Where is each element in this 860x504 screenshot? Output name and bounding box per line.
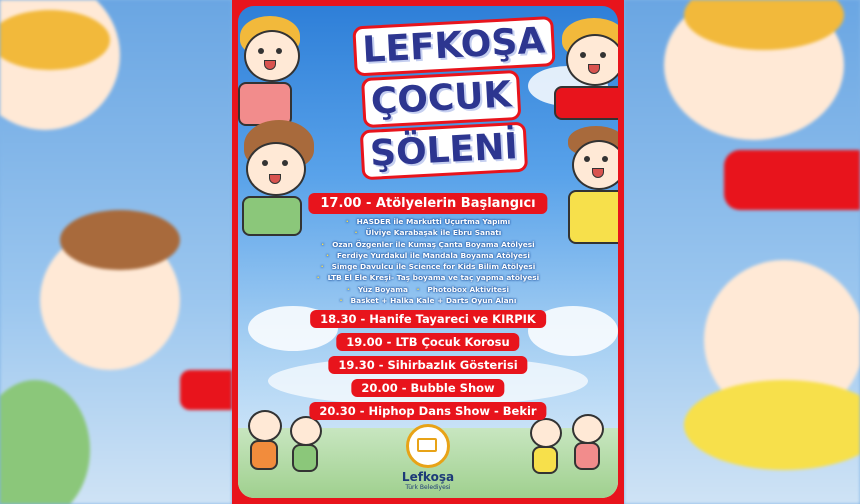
logo-subtitle: Türk Belediyesi <box>405 484 451 491</box>
event-banner: 19.30 - Sihirbazlık Gösterisi <box>328 356 527 374</box>
logo-name: Lefkoşa <box>401 470 455 484</box>
star-icon: · <box>321 239 325 249</box>
poster-sky <box>238 6 618 498</box>
list-item: · Ferdiye Yurdakul ile Mandala Boyama Atölyesi <box>326 250 530 260</box>
kid-illustration-mid-right <box>568 126 618 256</box>
title-line-1: LEFKOŞA <box>352 16 555 76</box>
kid-illustration-top-right <box>558 16 618 136</box>
event-banner: 20.00 - Bubble Show <box>351 379 504 397</box>
event-banner: 18.30 - Hanife Tayareci ve KIRPIK <box>310 310 546 328</box>
star-icon: · <box>339 296 343 306</box>
poster-title <box>352 16 547 175</box>
background-right <box>624 0 860 504</box>
event-banner: 20.30 - Hiphop Dans Show - Bekir <box>309 402 546 420</box>
star-icon: · <box>416 284 420 294</box>
star-icon: · <box>320 262 324 272</box>
title-line-2: ÇOCUK <box>361 70 522 128</box>
star-icon: · <box>354 228 358 238</box>
workshop-list <box>298 216 558 306</box>
list-item: · LTB El Ele Kreşi- Taş boyama ve taç yapma atölyesi <box>316 273 540 283</box>
title-line-3: ŞÖLENİ <box>360 122 528 181</box>
event-poster <box>232 0 624 504</box>
kids-illustration-bottom-right <box>526 412 616 498</box>
municipality-emblem-icon <box>406 424 450 468</box>
list-item: · Yüz Boyama · Photobox Aktivitesi <box>347 284 509 294</box>
list-item: · Simge Davulcu ile Science for Kids Bilim Atölyesi <box>320 262 536 272</box>
event-banner: 19.00 - LTB Çocuk Korosu <box>336 333 519 351</box>
list-item: · Ülviye Karabaşak ile Ebru Sanatı <box>354 228 502 238</box>
list-item: · Ozan Özgenler ile Kumaş Çanta Boyama Atölyesi <box>321 239 535 249</box>
star-icon: · <box>316 273 320 283</box>
municipality-logo <box>388 424 468 491</box>
star-icon: · <box>326 250 329 260</box>
list-item: · Basket + Halka Kale + Darts Oyun Alanı <box>339 296 517 306</box>
star-icon: · <box>345 217 349 226</box>
main-event-banner: 17.00 - Atölyelerin Başlangıcı <box>308 193 547 214</box>
list-item: · HASDER ile Markutti Uçurtma Yapımı <box>345 217 511 226</box>
background-left <box>0 0 232 504</box>
star-icon: · <box>347 284 350 294</box>
